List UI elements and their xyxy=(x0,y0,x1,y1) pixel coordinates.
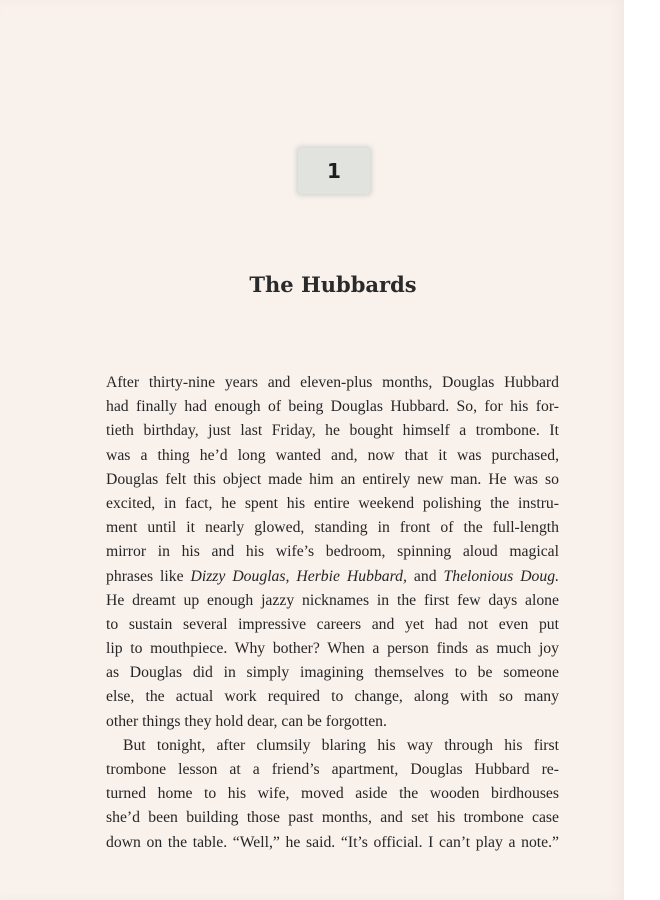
italic-nickname: Thelonious Doug. xyxy=(443,567,559,585)
text-line: else, the actual work required to change, along with so many xyxy=(106,688,559,706)
text-line-with-italics xyxy=(106,565,559,589)
text-line: tieth birthday, just last Friday, he bought himself a trombone. It xyxy=(106,422,559,440)
text-line: she’d been building those past months, and set his trombone case xyxy=(106,809,559,827)
text-line: lip to mouthpiece. Why bother? When a person finds as much joy xyxy=(106,640,559,658)
text-line: But tonight, after clumsily blaring his way through his first xyxy=(123,736,559,754)
text-line: down on the table. “Well,” he said. “It’s official. I can’t play a note.” xyxy=(106,833,559,851)
chapter-title: The Hubbards xyxy=(249,272,417,297)
text-line: turned home to his wife, moved aside the wooden birdhouses xyxy=(106,785,559,803)
text-line: trombone lesson at a friend’s apartment, Douglas Hubbard re- xyxy=(106,761,559,778)
text-line: He dreamt up enough jazzy nicknames in the first few days alone xyxy=(106,591,559,609)
text-line: was a thing he’d long wanted and, now that it was purchased, xyxy=(106,446,559,464)
page-margin-edge xyxy=(624,0,660,900)
text-line: had finally had enough of being Douglas Hubbard. So, for his for- xyxy=(106,398,559,416)
text-line: Douglas felt this object made him an entirely new man. He was so xyxy=(106,470,559,488)
italic-nicknames: Dizzy Douglas, Herbie Hubbard, xyxy=(190,567,407,585)
text-line: mirror in his and his wife’s bedroom, spinning aloud magical xyxy=(106,543,559,561)
text-segment: and xyxy=(406,567,444,585)
text-line: to sustain several impressive careers and yet had not even put xyxy=(106,615,559,633)
text-segment: phrases like xyxy=(106,567,191,585)
text-line: as Douglas did in simply imagining themselves to be someone xyxy=(106,664,559,682)
chapter-body xyxy=(106,371,559,855)
chapter-number-box xyxy=(298,148,370,194)
text-line: other things they hold dear, can be forgotten. xyxy=(106,712,387,730)
text-line: excited, in fact, he spent his entire weekend polishing the instru- xyxy=(106,494,559,512)
text-line: ment until it nearly glowed, standing in front of the full-length xyxy=(106,519,559,537)
text-line: After thirty-nine years and eleven-plus months, Douglas Hubbard xyxy=(106,374,559,391)
chapter-number: 1 xyxy=(327,159,341,183)
